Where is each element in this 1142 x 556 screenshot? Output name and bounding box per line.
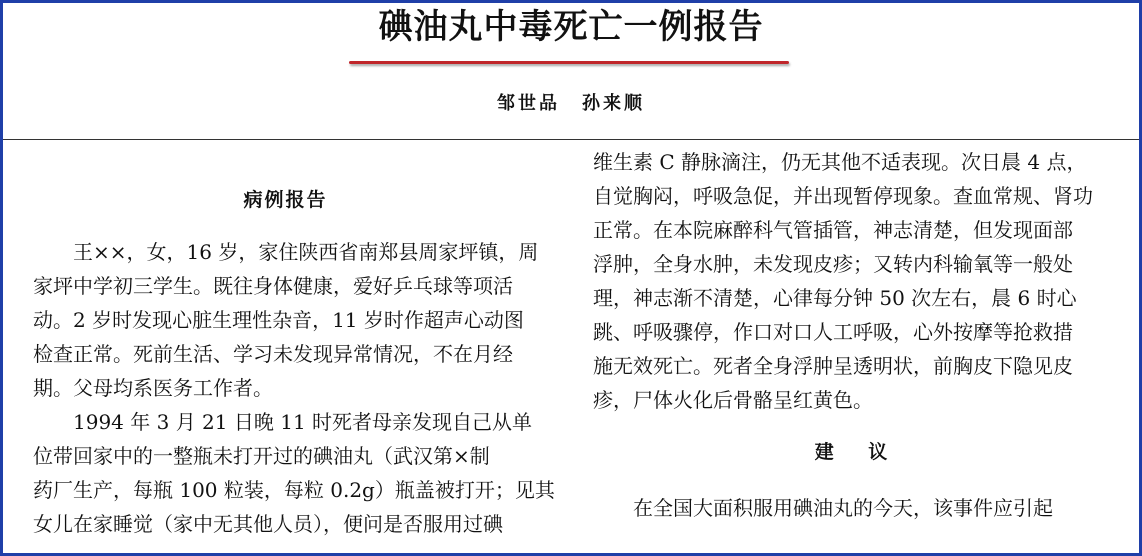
body-line: 在全国大面积服用碘油丸的今天，该事件应引起 xyxy=(633,496,1053,520)
right-column xyxy=(593,145,1123,525)
section-heading-suggestions: 建 议 xyxy=(814,441,902,463)
body-line: 跳、呼吸骤停，作口对口人工呼吸，心外按摩等抢救措 xyxy=(593,320,1073,344)
body-line: 理，神志渐不清楚，心律每分钟 50 次左右，晨 6 时心 xyxy=(593,286,1077,310)
header-divider xyxy=(3,139,1139,140)
body-line: 维生素 C 静脉滴注，仍无其他不适表现。次日晨 4 点， xyxy=(593,150,1087,174)
body-line: 女儿在家睡觉（家中无其他人员），便问是否服用过碘 xyxy=(33,512,503,536)
body-line: 家坪中学初三学生。既往身体健康，爱好乒乓球等项活 xyxy=(33,274,513,298)
author-name: 孙来顺 xyxy=(582,93,645,114)
body-line: 动。2 岁时发现心脏生理性杂音，11 岁时作超声心动图 xyxy=(33,308,524,332)
left-column xyxy=(33,145,555,541)
body-line: 位带回家中的一整瓶未打开过的碘油丸（武汉第×制 xyxy=(33,444,490,468)
body-line: 1994 年 3 月 21 日晚 11 时死者母亲发现自己从单 xyxy=(73,410,533,434)
body-line: 王××，女，16 岁，家住陕西省南郑县周家坪镇，周 xyxy=(73,240,539,264)
title-underline xyxy=(349,61,789,64)
body-line: 期。父母均系医务工作者。 xyxy=(33,376,273,400)
body-line: 施无效死亡。死者全身浮肿呈透明状，前胸皮下隐见皮 xyxy=(593,354,1073,378)
section-heading-case-report: 病例报告 xyxy=(243,189,328,211)
author-line xyxy=(3,89,1139,115)
body-line: 正常。在本院麻醉科气管插管，神志清楚，但发现面部 xyxy=(593,218,1073,242)
article-title: 碘油丸中毒死亡一例报告 xyxy=(378,7,764,47)
body-line: 浮肿，全身水肿，未发现皮疹；又转内科输氧等一般处 xyxy=(593,252,1073,276)
author-name: 邹世品 xyxy=(497,93,560,114)
body-line: 药厂生产，每瓶 100 粒装，每粒 0.2g）瓶盖被打开；见其 xyxy=(33,478,555,502)
body-line: 疹，尸体火化后骨骼呈红黄色。 xyxy=(593,388,873,412)
body-line: 检查正常。死前生活、学习未发现异常情况，不在月经 xyxy=(33,342,513,366)
body-line: 自觉胸闷，呼吸急促，并出现暂停现象。查血常规、肾功 xyxy=(593,184,1093,208)
